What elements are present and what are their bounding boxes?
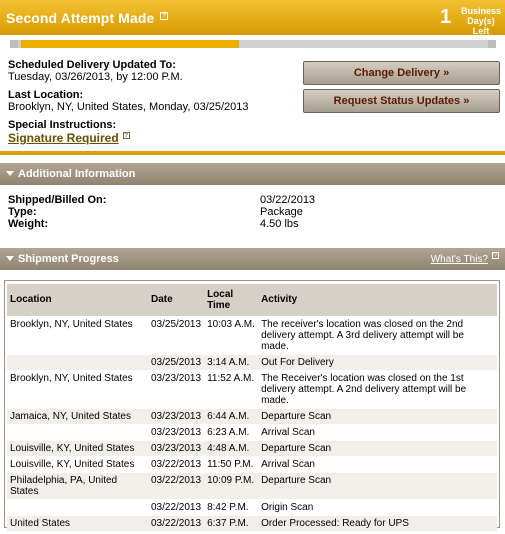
signature-required-text[interactable]: Signature Required [8, 131, 119, 145]
table-row [7, 456, 497, 472]
help-icon[interactable]: ? [124, 133, 129, 139]
table-row [7, 472, 497, 499]
cell-activity: Arrival Scan [258, 424, 497, 440]
days-left-unit [458, 6, 504, 36]
last-location-value: Brooklyn, NY, United States, Monday, 03/25/2013 [8, 101, 249, 113]
additional-info-title: Additional Information [18, 168, 136, 180]
progress-start-cap [10, 40, 18, 48]
cell-date: 03/25/2013 [148, 316, 204, 354]
table-header-row [7, 284, 497, 316]
type-label: Type: [8, 206, 37, 218]
column-header-local-time-line1: Local [207, 288, 234, 300]
cell-location: Louisville, KY, United States [7, 440, 148, 456]
cell-time: 10:03 A.M. [204, 316, 258, 354]
cell-activity: Origin Scan [258, 499, 497, 515]
cell-time: 6:37 P.M. [204, 515, 258, 531]
special-instructions-label: Special Instructions: [8, 119, 117, 131]
cell-date: 03/23/2013 [148, 440, 204, 456]
request-status-updates-button[interactable]: Request Status Updates » [303, 89, 500, 113]
column-header-local-time [204, 284, 258, 316]
last-location-label: Last Location: [8, 89, 84, 101]
cell-location: Louisville, KY, United States [7, 456, 148, 472]
whats-this-text[interactable]: What's This? [430, 254, 488, 265]
progress-fill [21, 40, 239, 48]
whats-this-link[interactable] [431, 252, 499, 265]
divider [0, 151, 505, 155]
cell-date: 03/22/2013 [148, 456, 204, 472]
signature-required-link[interactable] [8, 131, 130, 145]
cell-date: 03/23/2013 [148, 408, 204, 424]
cell-time: 11:52 A.M. [204, 370, 258, 408]
table-row [7, 499, 497, 515]
cell-time: 11:50 P.M. [204, 456, 258, 472]
cell-date: 03/22/2013 [148, 499, 204, 515]
cell-activity: Arrival Scan [258, 456, 497, 472]
scheduled-delivery-label: Scheduled Delivery Updated To: [8, 59, 176, 71]
cell-time: 10:09 P.M. [204, 472, 258, 499]
help-icon[interactable]: ? [160, 12, 168, 20]
cell-activity: The receiver's location was closed on the 2nd delivery attempt. A 3rd delivery attempt will be made. [258, 316, 497, 354]
table-row [7, 370, 497, 408]
cell-date: 03/23/2013 [148, 370, 204, 408]
days-left-count: 1 [440, 6, 452, 28]
cell-date: 03/22/2013 [148, 515, 204, 531]
collapse-triangle-icon [6, 256, 14, 261]
type-value: Package [260, 206, 303, 218]
status-title-text: Second Attempt Made [6, 10, 155, 26]
weight-value: 4.50 lbs [260, 218, 299, 230]
cell-activity: Order Processed: Ready for UPS [258, 515, 497, 531]
column-header-local-time-line2: Time [207, 299, 231, 311]
progress-end-cap [488, 40, 496, 48]
days-left-unit-line1: Business [460, 6, 502, 16]
cell-location: Brooklyn, NY, United States [7, 316, 148, 354]
cell-date: 03/23/2013 [148, 424, 204, 440]
column-header-location: Location [7, 284, 148, 316]
delivery-progress-bar [10, 40, 496, 48]
cell-location [7, 354, 148, 370]
collapse-triangle-icon [6, 171, 14, 176]
table-row [7, 354, 497, 370]
cell-activity: The Receiver's location was closed on the 1st delivery attempt. A 2nd delivery attempt will be made. [258, 370, 497, 408]
cell-date: 03/22/2013 [148, 472, 204, 499]
column-header-date: Date [148, 284, 204, 316]
cell-time: 4:48 A.M. [204, 440, 258, 456]
table-row [7, 408, 497, 424]
additional-info-header[interactable] [0, 163, 505, 185]
cell-activity: Departure Scan [258, 472, 497, 499]
status-header [0, 0, 505, 35]
cell-location: Brooklyn, NY, United States [7, 370, 148, 408]
cell-date: 03/25/2013 [148, 354, 204, 370]
change-delivery-button[interactable]: Change Delivery » [303, 61, 500, 85]
cell-activity: Departure Scan [258, 440, 497, 456]
cell-time: 3:14 A.M. [204, 354, 258, 370]
weight-label: Weight: [8, 218, 49, 230]
cell-time: 6:23 A.M. [204, 424, 258, 440]
table-row [7, 440, 497, 456]
column-header-activity: Activity [258, 284, 497, 316]
shipped-billed-value: 03/22/2013 [260, 194, 316, 206]
cell-time: 6:44 A.M. [204, 408, 258, 424]
days-left-unit-line2: Day(s) Left [467, 16, 495, 36]
cell-location [7, 499, 148, 515]
status-title [6, 10, 168, 26]
shipment-progress-table [4, 280, 500, 528]
shipment-progress-header[interactable] [0, 248, 505, 270]
cell-location: Jamaica, NY, United States [7, 408, 148, 424]
cell-time: 8:42 P.M. [204, 499, 258, 515]
cell-location [7, 424, 148, 440]
cell-location: Philadelphia, PA, United States [7, 472, 148, 499]
table-row [7, 515, 497, 531]
shipped-billed-label: Shipped/Billed On: [8, 194, 107, 206]
cell-activity: Out For Delivery [258, 354, 497, 370]
cell-activity: Departure Scan [258, 408, 497, 424]
shipment-progress-title: Shipment Progress [18, 253, 119, 265]
help-icon[interactable]: ? [493, 253, 498, 259]
cell-location: United States [7, 515, 148, 531]
table-row [7, 424, 497, 440]
table-row [7, 316, 497, 354]
scheduled-delivery-value: Tuesday, 03/26/2013, by 12:00 P.M. [8, 71, 183, 83]
